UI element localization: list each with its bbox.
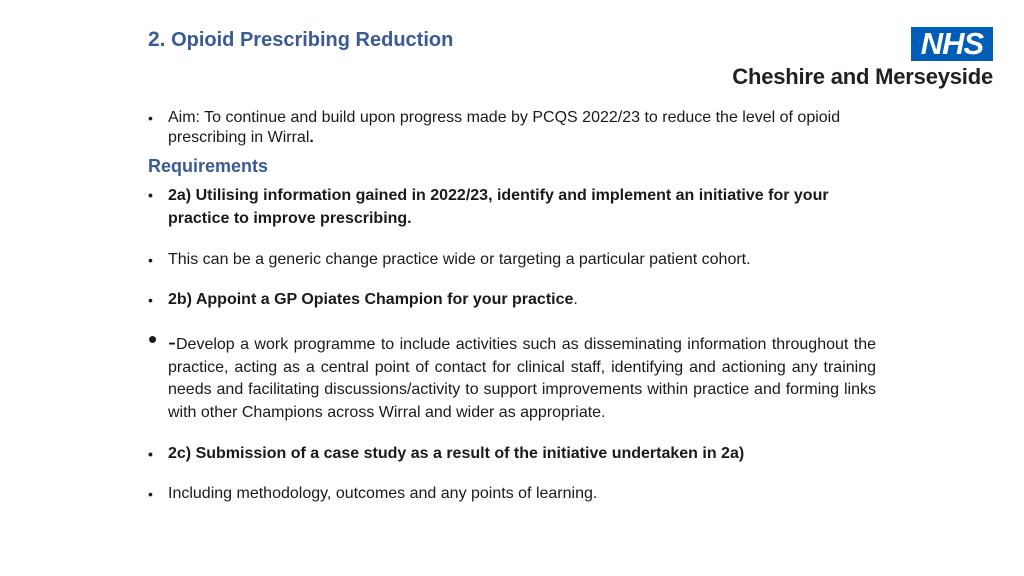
bullet-dot: •	[148, 187, 153, 203]
title-text: Opioid Prescribing Reduction	[171, 29, 454, 51]
requirement-2b	[148, 290, 876, 310]
aim-bullet	[148, 108, 876, 148]
page-title	[148, 28, 453, 52]
generic-change-text: This can be a generic change practice wide or targeting a particular patient cohort.	[168, 251, 751, 268]
bullet-dot: •	[148, 446, 153, 462]
region-name: Cheshire and Merseyside	[732, 64, 993, 89]
title-number: 2.	[148, 28, 166, 51]
bullet-dot: •	[148, 110, 153, 126]
methodology-text: Including methodology, outcomes and any points of learning.	[168, 485, 598, 502]
requirement-2b-end: .	[573, 291, 578, 308]
aim-text: Aim: To continue and build upon progress made by PCQS 2022/23 to reduce the level of opioid prescribing in Wirral	[168, 109, 841, 146]
bullet-dot: •	[148, 292, 153, 308]
work-programme-text: Develop a work programme to include activities such as disseminating information throughout the practice, acting as a central point of contact for clinical staff, identifying and actioning any training needs and facilitating discussions/activity to support improvements within practice and forming links with other Champions across Wirral and wider as appropriate.	[168, 336, 876, 421]
work-dash: -	[168, 329, 176, 356]
requirement-2a-text: 2a) Utilising information gained in 2022/23, identify and implement an initiative for your practice to improve prescribing.	[168, 187, 829, 227]
bullet-dot: •	[148, 324, 158, 354]
bullet-dot: •	[148, 486, 153, 502]
requirement-2b-text: 2b) Appoint a GP Opiates Champion for your practice	[168, 291, 574, 308]
slide-content	[148, 108, 876, 504]
generic-change-bullet	[148, 250, 876, 270]
methodology-bullet	[148, 484, 876, 504]
requirement-2c	[148, 444, 876, 464]
requirement-2a	[148, 184, 876, 230]
aim-end: .	[309, 129, 314, 146]
work-programme-bullet	[148, 324, 876, 424]
bullet-dot: •	[148, 252, 153, 268]
requirement-2c-text: 2c) Submission of a case study as a result of the initiative undertaken in 2a)	[168, 445, 745, 462]
requirements-heading: Requirements	[148, 156, 269, 176]
nhs-logo: NHS	[911, 27, 993, 61]
